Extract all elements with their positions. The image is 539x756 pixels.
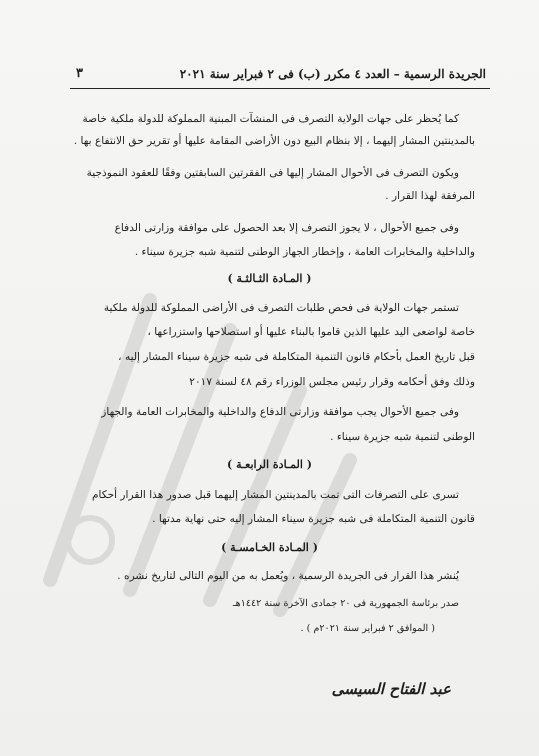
article-heading: ( المـادة الخـامسـة ) [221,541,318,554]
paragraph-line: قانون التنمية المتكاملة فى شبه جزيرة سيناء المشار إليه حتى نهاية مدتها . [152,513,475,525]
issuance-date-line: ( الموافق ٢ فبراير سنة ٢٠٢١م ) . [300,623,435,634]
paragraph-line: يُنشر هذا القرار فى الجريدة الرسمية ، ويُعمل به من اليوم التالى لتاريخ نشره . [117,570,459,582]
article-heading: ( المـادة الثـالثـة ) [227,272,312,285]
paragraph-line: الوطنى لتنمية شبه جزيرة سيناء . [330,431,475,443]
paragraph-line: وذلك وفق أحكامه وقرار رئيس مجلس الوزراء رقم ٤٨ لسنة ٢٠١٧ [189,376,475,388]
paragraph-line: تسرى على التصرفات التى تمت بالمدينتين المشار إليهما قبل صدور هذا القرار أحكام [91,489,459,501]
paragraph-line: وفى جميع الأحوال ، لا يجوز التصرف إلا بعد الحصول على موافقة وزارتى الدفاع [114,222,459,234]
paragraph-line: خاصة لواضعى اليد عليها الذين قاموا بالبناء عليها أو استصلاحها واستزراعها ، [147,326,475,338]
paragraph-line: بالمدينتين المشار إليهما ، إلا بنظام البيع دون الأراضى المقامة عليها أو تقرير حق الانتفاع بها . [73,135,475,147]
paragraph-line: قبل تاريخ العمل بأحكام قانون التنمية المتكاملة فى شبه جزيرة سيناء المشار إليه ، [118,351,475,363]
article-heading: ( المـادة الرابعـة ) [227,458,312,471]
gazette-title: الجريدة الرسمية – العدد ٤ مكرر (ب) فى ٢ فبراير سنة ٢٠٢١ [179,66,486,81]
paragraph-line: المرفقة لهذا القرار . [385,190,475,202]
page-number: ٣ [76,66,83,81]
paragraph-line: وفى جميع الأحوال يجب موافقة وزارتى الدفاع والداخلية والمخابرات العامة والجهاز [101,406,459,418]
paragraph-line: والداخلية والمخابرات العامة ، وإخطار الجهاز الوطنى لتنمية شبه جزيرة سيناء . [134,246,475,258]
paragraph-line: كما يُحظر على جهات الولاية التصرف فى المنشآت المبنية المملوكة للدولة ملكية خاصة [82,113,459,125]
paragraph-line: تستمر جهات الولاية فى فحص طلبات التصرف فى الأراضى المملوكة للدولة ملكية [103,302,459,314]
issuance-line: صدر برئاسة الجمهورية فى ٢٠ جمادى الآخرة سنة ١٤٤٢هـ [232,598,459,609]
paragraph-line: ويكون التصرف فى الأحوال المشار إليها فى الفقرتين السابقتين وفقًا للعقود النموذجية [86,167,459,179]
president-signature: عبد الفتاح السيسى [331,680,451,698]
